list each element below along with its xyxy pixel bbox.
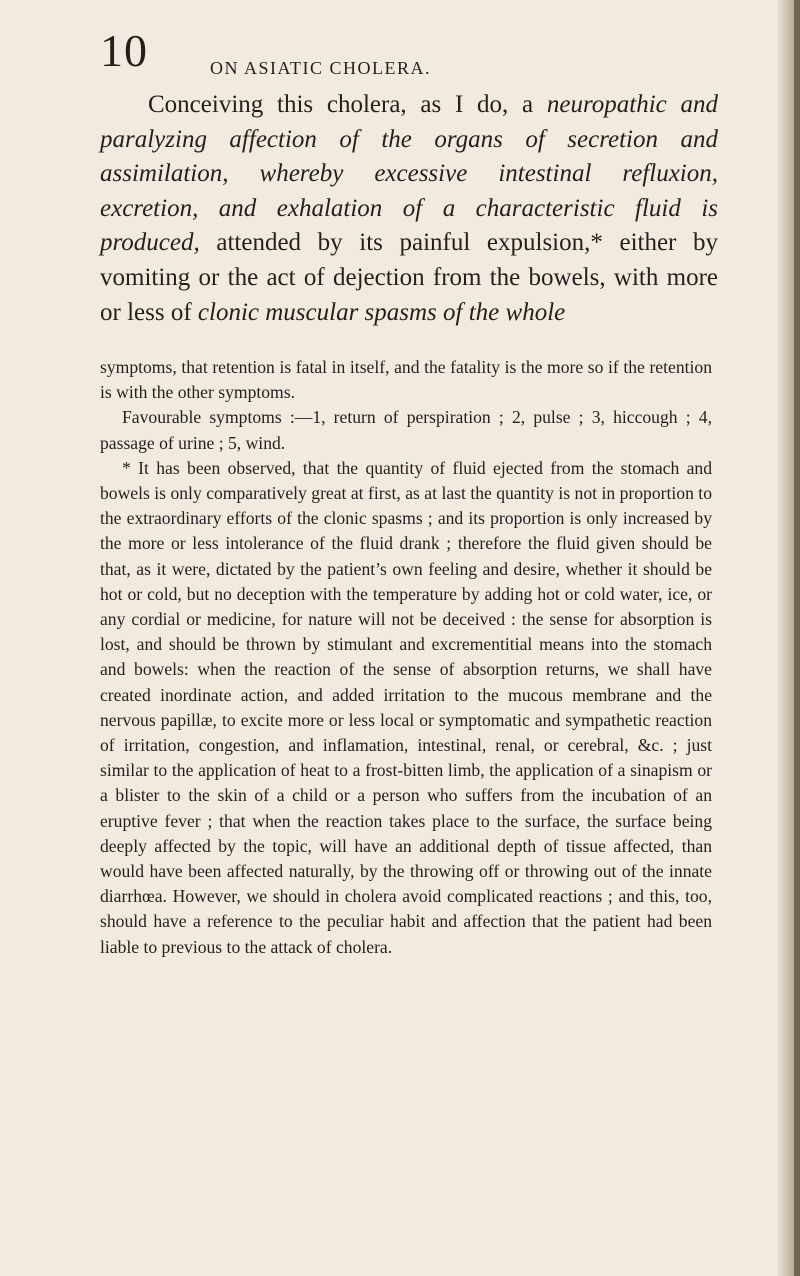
favourable-symptoms-note: Favourable symptoms :—1, return of perspiration ; 2, pulse ; 3, hiccough ; 4, passage of urine ; 5, wind.: [100, 407, 712, 453]
footnote-continuation: symptoms, that retention is fatal in itself, and the fatality is the more so if the retention is with the other symptoms.: [100, 357, 712, 403]
page-header: [100, 25, 740, 88]
main-italic-run-2: clonic muscular spasms of the whole: [197, 298, 566, 326]
page-number: 10: [100, 25, 148, 76]
main-text: [100, 88, 718, 330]
main-paragraph: [100, 88, 718, 330]
main-text-run-2: attended by its painful expulsion,* either by vomiting or the act of dejection from the bowels, with more or less of: [100, 229, 718, 326]
main-text-run-1: Conceiving this cholera, as I do, a: [148, 91, 547, 118]
running-head: ON ASIATIC CHOLERA.: [210, 58, 432, 78]
page-edge-dark: [794, 0, 800, 1276]
footnotes: [100, 355, 712, 960]
main-italic-run-1: neuropathic and paralyzing affection of the organs of secretion and assimilation, whereby excessive intestinal refluxion, excretion, and exhalation of a characteristic fluid is produced,: [100, 91, 719, 257]
footnote-asterisk: * It has been observed, that the quantity of fluid ejected from the stomach and bowels is only comparatively great at first, as at last the quantity is not in proportion to the extraordinary efforts of the clonic spasms ; and its proportion is only increased by the more or less intolerance of the fluid drank ; therefore the fluid given should be that, as it were, dictated by the patient’s own feeling and desire, whether it should be hot or cold, but no deception with the temperature by adding hot or cold water, ice, or any cordial or medicine, for nature will not be deceived : the sense for absorption is lost, and should be thrown by stimulant and excrementitial means into the stomach and bowels: when the reaction of the sense of absorption returns, we shall have created inordinate action, and added irritation to the mucous membrane and the nervous papillæ, to excite more or less local or symptomatic and sympathetic reaction of irritation, congestion, and inflamation, intestinal, renal, or cerebral, &c. ; just similar to the application of heat to a frost-bitten limb, the application of a sinapism or a blister to the skin of a child or a person who suffers from the incubation of an eruptive fever ; that when the reaction takes place to the surface, the surface being deeply affected by the topic, will have an additional depth of tissue affected, than would have been affected naturally, by the throwing off or throwing out of the innate diarrhœa. However, we should in cholera avoid complicated reactions ; and this, too, should have a reference to the peculiar habit and affection that the patient had been liable to previous to the attack of cholera.: [100, 457, 712, 957]
